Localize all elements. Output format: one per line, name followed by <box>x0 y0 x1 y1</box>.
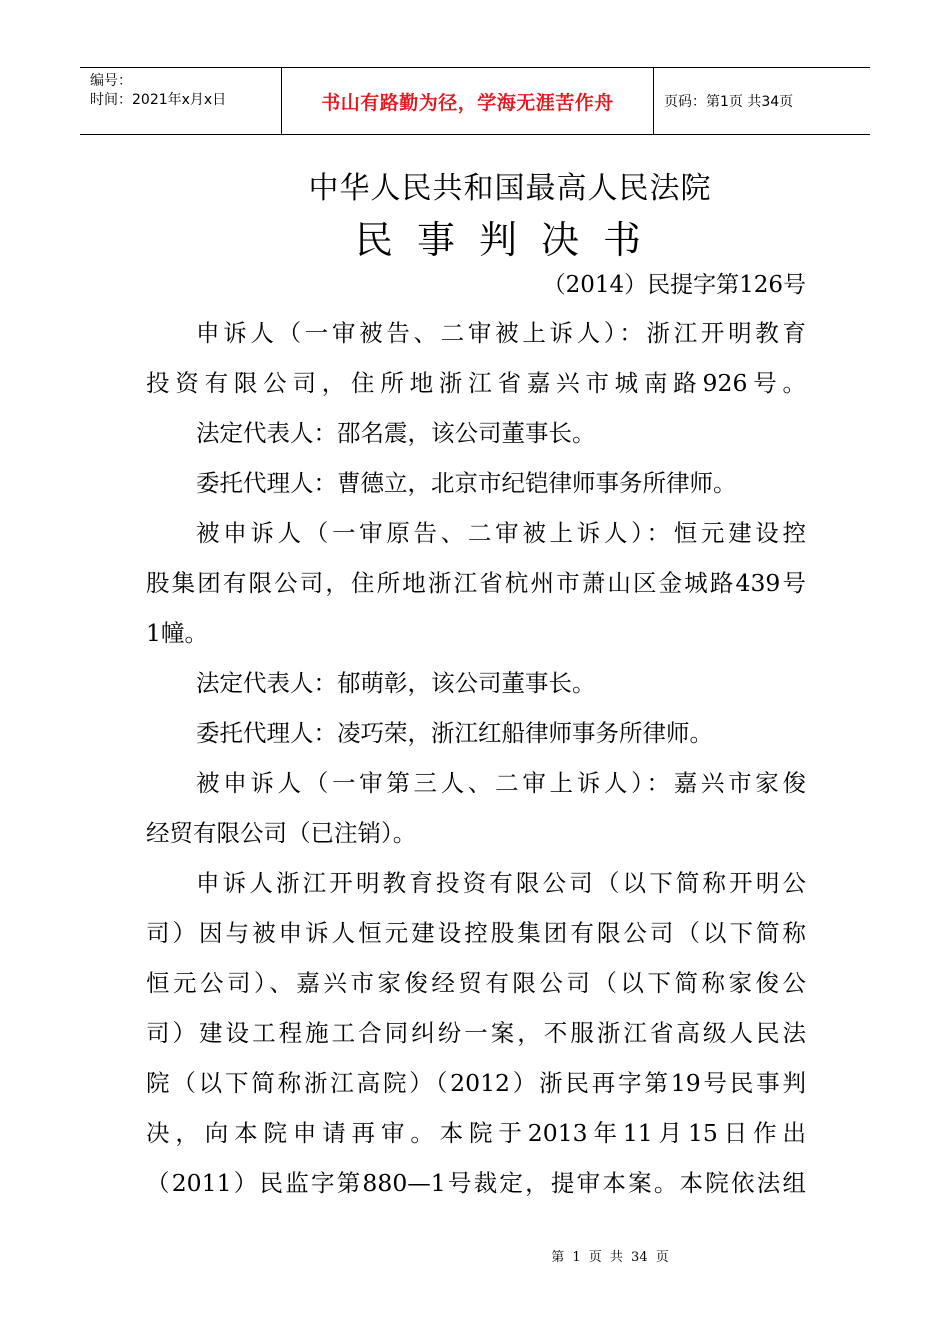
body-line: 投资有限公司，住所地浙江省嘉兴市城南路926号。 <box>146 369 806 397</box>
body-line: 院（以下简称浙江高院）（2012）浙民再字第19号民事判 <box>146 1069 806 1097</box>
body-line: 被申诉人（一审第三人、二审上诉人）：嘉兴市家俊 <box>196 769 806 797</box>
page-info: 页码：第1页 共34页 <box>664 94 794 110</box>
body-line: 委托代理人：凌巧荣，浙江红船律师事务所律师。 <box>196 719 713 747</box>
header-table <box>80 67 870 135</box>
body-line: 申诉人（一审被告、二审被上诉人）：浙江开明教育 <box>196 319 806 347</box>
time-label: 时间：2021年x月x日 <box>90 92 227 108</box>
body-line: 决，向本院申请再审。本院于2013年11月15日作出 <box>146 1119 806 1147</box>
document-type-title: 民事判决书 <box>354 218 665 262</box>
body-line: 法定代表人：郁萌彰，该公司董事长。 <box>196 669 596 697</box>
body-line: 委托代理人：曹德立，北京市纪铠律师事务所律师。 <box>196 469 737 497</box>
case-number: （2014）民提字第126号 <box>542 272 806 298</box>
body-line: 申诉人浙江开明教育投资有限公司（以下简称开明公 <box>196 869 806 897</box>
body-line: 经贸有限公司（已注销）。 <box>146 819 417 847</box>
body-line: 司）建设工程施工合同纠纷一案，不服浙江省高级人民法 <box>146 1019 806 1047</box>
page-footer: 第 1 页 共 34 页 <box>551 1250 669 1265</box>
body-line: 1幢。 <box>146 619 208 647</box>
body-line: 恒元公司）、嘉兴市家俊经贸有限公司（以下简称家俊公 <box>146 969 806 997</box>
body-line: 司）因与被申诉人恒元建设控股集团有限公司（以下简称 <box>146 919 806 947</box>
body-line: 法定代表人：邵名震，该公司董事长。 <box>196 419 596 447</box>
header-meta-cell <box>80 68 282 134</box>
motto: 书山有路勤为径，学海无涯苦作舟 <box>282 68 654 134</box>
body-line: （2011）民监字第880—1号裁定，提审本案。本院依法组 <box>146 1169 806 1197</box>
court-title: 中华人民共和国最高人民法院 <box>308 171 712 206</box>
number-label: 编号： <box>90 73 132 89</box>
body-line: 被申诉人（一审原告、二审被上诉人）：恒元建设控 <box>196 519 806 547</box>
body-line: 股集团有限公司，住所地浙江省杭州市萧山区金城路439号 <box>146 569 806 597</box>
